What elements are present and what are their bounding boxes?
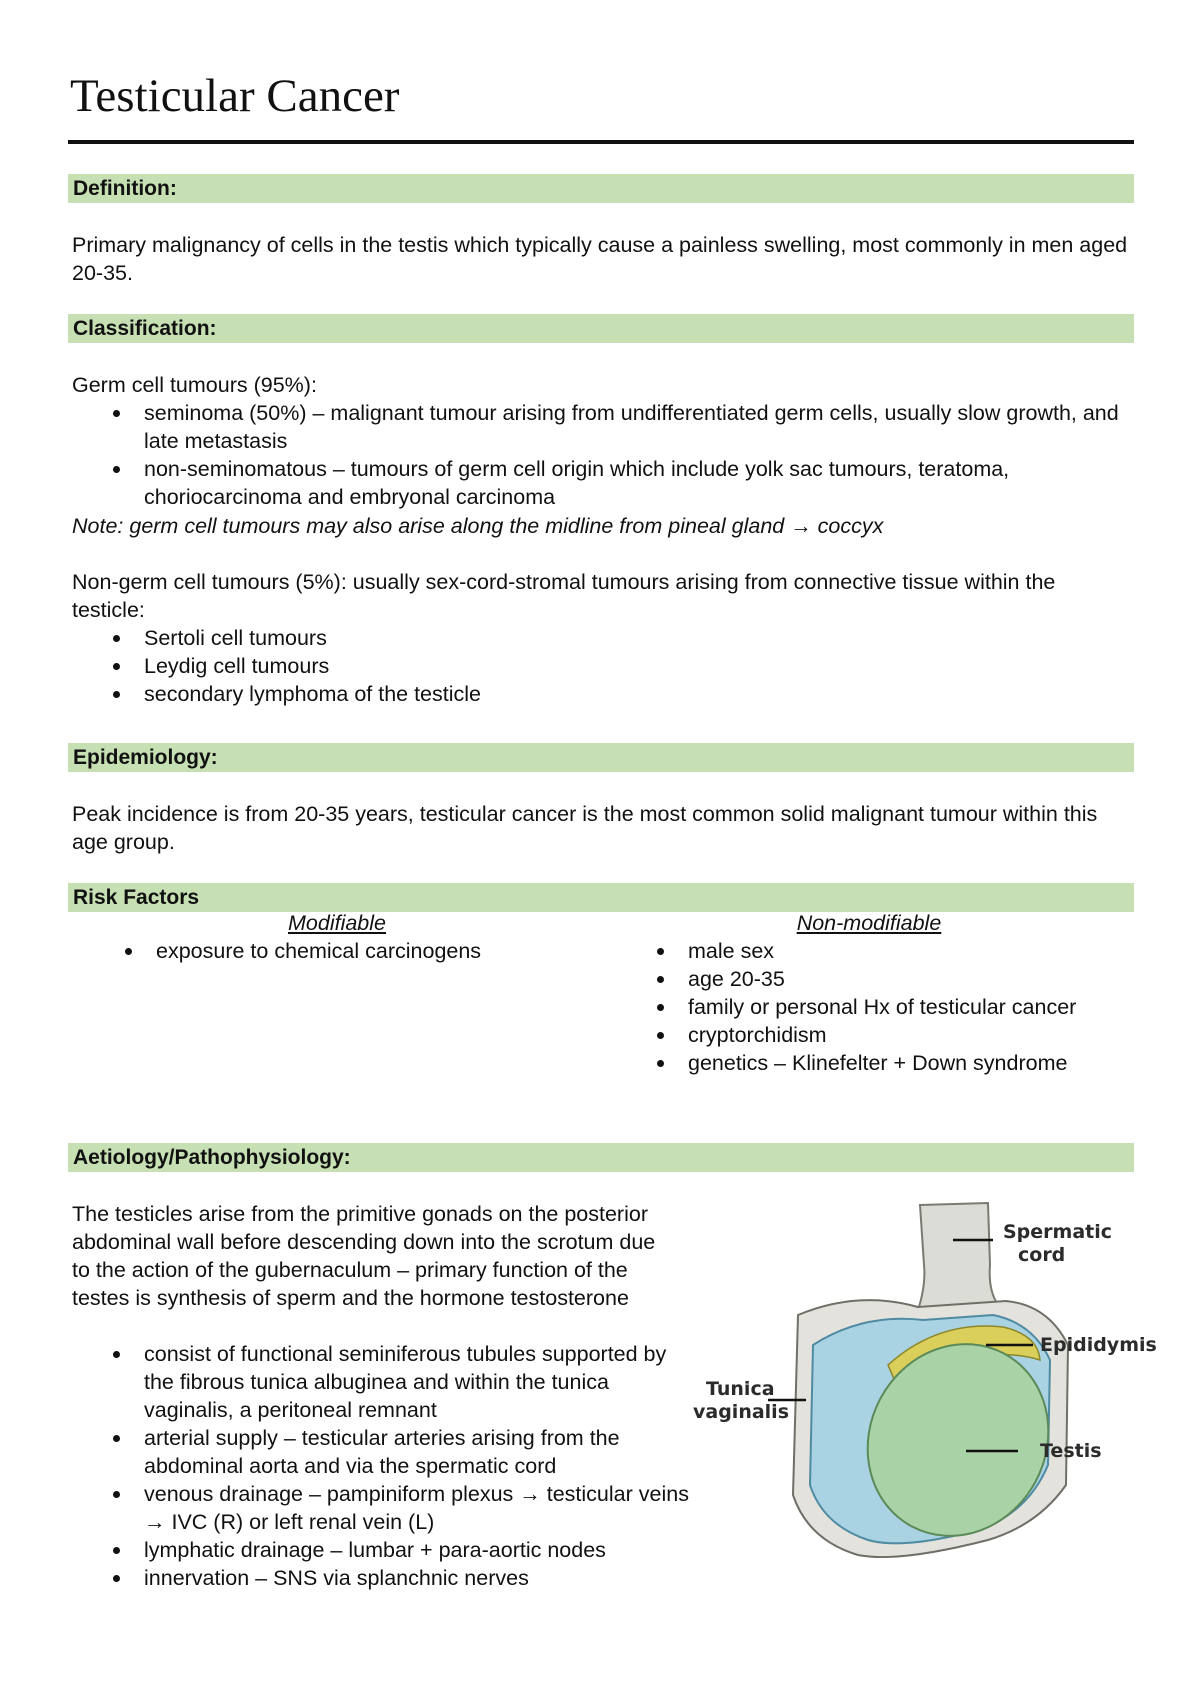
spermatic-cord-shape — [918, 1203, 998, 1310]
list-item: innervation – SNS via splanchnic nerves — [72, 1564, 690, 1592]
germ-cell-list — [72, 399, 1132, 511]
list-item: seminoma (50%) – malignant tumour arising from undifferentiated germ cells, usually slow growth, and late metastasis — [72, 399, 1132, 455]
list-item: secondary lymphoma of the testicle — [72, 680, 1132, 708]
label-spermatic-cord-2: cord — [1018, 1244, 1066, 1266]
aetiology-intro: The testicles arise from the primitive gonads on the posterior abdominal wall before descending down into the scrotum due to the action of the gubernaculum – primary function of the testes is synthesis of sperm and the hormone testosterone — [72, 1202, 656, 1310]
label-vaginalis: vaginalis — [693, 1401, 790, 1423]
list-item: age 20-35 — [616, 965, 1136, 993]
section-heading-risk-factors: Risk Factors — [68, 883, 1134, 912]
midline-note: Note: germ cell tumours may also arise along the midline from pineal gland → coccyx — [72, 514, 884, 538]
label-epididymis: Epididymis — [1040, 1334, 1157, 1356]
list-item: Sertoli cell tumours — [72, 624, 1132, 652]
list-item: exposure to chemical carcinogens — [84, 937, 584, 965]
section-heading-classification: Classification: — [68, 314, 1134, 343]
nonmodifiable-list — [616, 937, 1136, 1077]
label-spermatic-cord: Spermatic — [1003, 1221, 1113, 1243]
nonmodifiable-heading: Non-modifiable — [796, 911, 942, 935]
non-germ-cell-intro: Non-germ cell tumours (5%): usually sex-cord-stromal tumours arising from connective tissue within the testicle: — [72, 570, 1056, 622]
label-tunica: Tunica — [706, 1378, 775, 1400]
list-item: genetics – Klinefelter + Down syndrome — [616, 1049, 1136, 1077]
section-heading-aetiology: Aetiology/Pathophysiology: — [68, 1143, 1134, 1172]
section-heading-definition: Definition: — [68, 174, 1134, 203]
label-testis: Testis — [1040, 1440, 1102, 1462]
modifiable-list — [84, 937, 584, 965]
title-rule — [68, 140, 1134, 144]
section-heading-epidemiology: Epidemiology: — [68, 743, 1134, 772]
list-item: male sex — [616, 937, 1136, 965]
list-item: Leydig cell tumours — [72, 652, 1132, 680]
list-item: lymphatic drainage – lumbar + para-aortic nodes — [72, 1536, 690, 1564]
list-item: arterial supply – testicular arteries arising from the abdominal aorta and via the spermatic cord — [72, 1424, 690, 1480]
aetiology-list — [72, 1340, 690, 1592]
testis-anatomy-figure — [688, 1195, 1168, 1605]
list-item: venous drainage – pampiniform plexus → testicular veins → IVC (R) or left renal vein (L) — [72, 1480, 690, 1536]
page-title: Testicular Cancer — [70, 70, 400, 122]
germ-cell-intro: Germ cell tumours (95%): — [72, 373, 317, 397]
modifiable-heading: Modifiable — [288, 911, 386, 935]
list-item: cryptorchidism — [616, 1021, 1136, 1049]
epidemiology-text: Peak incidence is from 20-35 years, testicular cancer is the most common solid malignant tumour within this age group. — [72, 802, 1098, 854]
list-item: non-seminomatous – tumours of germ cell origin which include yolk sac tumours, teratoma, choriocarcinoma and embryonal carcinoma — [72, 455, 1132, 511]
definition-text: Primary malignancy of cells in the testis which typically cause a painless swelling, most commonly in men aged 20-35. — [72, 233, 1128, 285]
list-item: consist of functional seminiferous tubules supported by the fibrous tunica albuginea and within the tunica vaginalis, a peritoneal remnant — [72, 1340, 690, 1424]
non-germ-cell-list — [72, 624, 1132, 708]
list-item: family or personal Hx of testicular cancer — [616, 993, 1136, 1021]
